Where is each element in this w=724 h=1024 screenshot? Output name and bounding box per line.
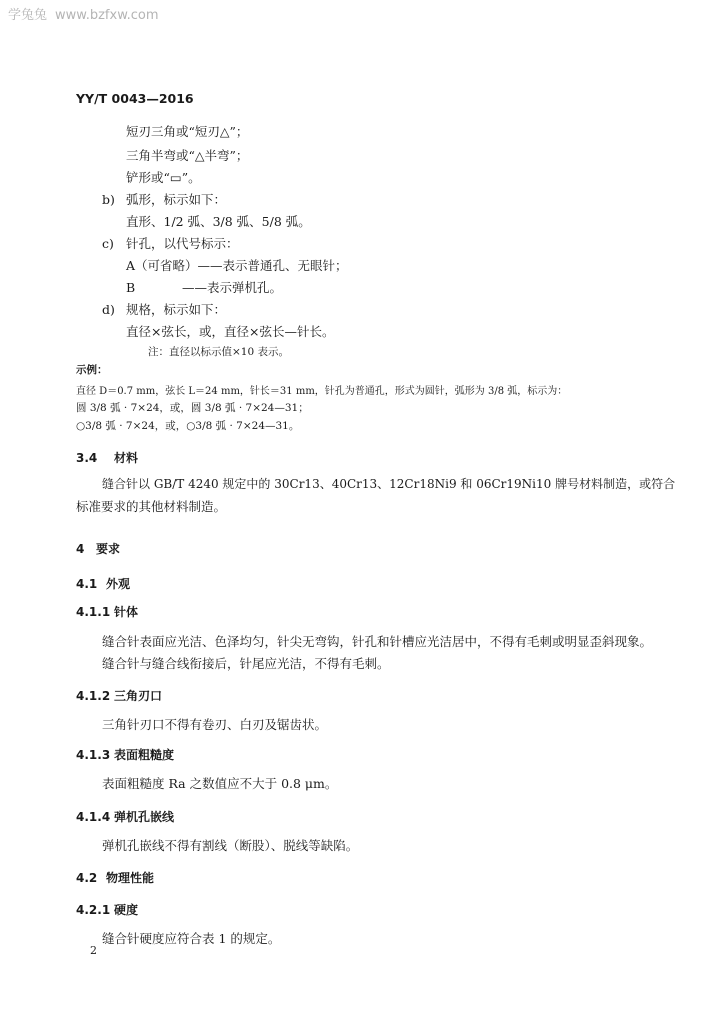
section-4-1-2-paragraph: 三角针刃口不得有卷刃、白刃及锯齿状。 [102,717,328,732]
example-line-2: 圆 3/8 弧 · 7×24，或，圆 3/8 弧 · 7×24—31； [76,402,309,414]
code-b-desc: ——表示弹机孔。 [182,280,283,295]
section-title: 弹机孔嵌线 [114,810,175,824]
list-item-c [102,234,239,252]
section-number: 4.1.4 [76,810,111,824]
watermark-site-name: 学兔兔 [8,8,48,23]
example-line-3: ○3/8 弧 · 7×24，或，○3/8 弧 · 7×24—31。 [76,420,300,432]
section-number: 4.1.3 [76,748,111,762]
list-line-3: 铲形或“▭”。 [126,170,201,185]
code-a-line: A（可省略）——表示普通孔、无眼针； [126,258,348,273]
list-item-b-text: 弧形，标示如下： [126,192,227,207]
section-number: 4.1 [76,577,98,591]
list-line-2: 三角半弯或“△半弯”； [126,148,249,163]
section-4-1-4-heading [76,808,174,825]
list-item-d-text: 规格，标示如下： [126,302,227,317]
section-4-2-heading [76,869,154,886]
example-title: 示例： [76,364,108,376]
section-number: 4.2.1 [76,903,111,917]
list-item-c-label: c) [102,236,114,251]
section-title: 外观 [106,577,131,591]
section-4-1-2-heading [76,687,162,704]
section-title: 硬度 [114,903,139,917]
code-b: B [126,280,136,295]
list-item-b [102,190,226,208]
section-title: 要求 [96,542,121,556]
section-3-4-paragraph-1: 缝合针以 GB/T 4240 规定中的 30Cr13、40Cr13、12Cr18Ni9 和 06Cr19Ni10 牌号材料制造，或符合 [102,477,676,491]
list-line-1: 短刃三角或“短刃△”； [126,124,249,139]
list-item-c-text: 针孔，以代号标示： [126,236,239,251]
code-b-line [126,278,282,296]
section-number: 4 [76,542,85,556]
section-4-1-1-heading [76,603,138,620]
section-title: 物理性能 [106,871,155,885]
section-4-1-1-paragraph-2: 缝合针与缝合线衔接后，针尾应光洁，不得有毛刺。 [102,656,390,671]
section-number: 4.2 [76,871,98,885]
standard-number: YY/T 0043—2016 [76,91,194,106]
section-4-1-heading [76,575,130,592]
section-4-1-4-paragraph: 弹机孔嵌线不得有割线（断股）、脱线等缺陷。 [102,838,359,853]
list-item-d-label: d) [102,302,115,317]
section-4-2-1-heading [76,901,138,918]
section-number: 4.1.1 [76,605,111,619]
section-number: 3.4 [76,451,98,465]
section-number: 4.1.2 [76,689,111,703]
section-title: 针体 [114,605,139,619]
section-title: 三角刃口 [114,689,163,703]
section-4-1-3-paragraph: 表面粗糙度 Ra 之数值应不大于 0.8 μm。 [102,776,338,791]
section-title: 材料 [114,451,139,465]
list-item-d [102,300,226,318]
section-3-4-paragraph-2: 标准要求的其他材料制造。 [76,499,227,514]
example-line-1: 直径 D＝0.7 mm，弦长 L＝24 mm，针长＝31 mm，针孔为普通孔，形式为圆针，弧形为 3/8 弧，标示为： [76,386,568,397]
list-item-d-detail: 直径×弦长，或，直径×弦长—针长。 [126,324,335,339]
section-title: 表面粗糙度 [114,748,175,762]
section-4-2-1-paragraph: 缝合针硬度应符合表 1 的规定。 [102,931,281,946]
list-item-b-label: b) [102,192,115,207]
section-3-4-heading [76,449,138,466]
list-item-b-detail: 直形、1/2 弧、3/8 弧、5/8 弧。 [126,214,311,229]
page-number: 2 [90,944,97,957]
section-4-1-3-heading [76,746,174,763]
watermark [8,4,167,23]
section-4-1-1-paragraph-1: 缝合针表面应光洁、色泽均匀，针尖无弯钩，针孔和针槽应光洁居中，不得有毛刺或明显歪斜现象。 [102,634,653,649]
watermark-url: www.bzfxw.com [55,8,159,23]
section-4-heading [76,540,120,557]
note: 注：直径以标示值×10 表示。 [148,346,289,358]
